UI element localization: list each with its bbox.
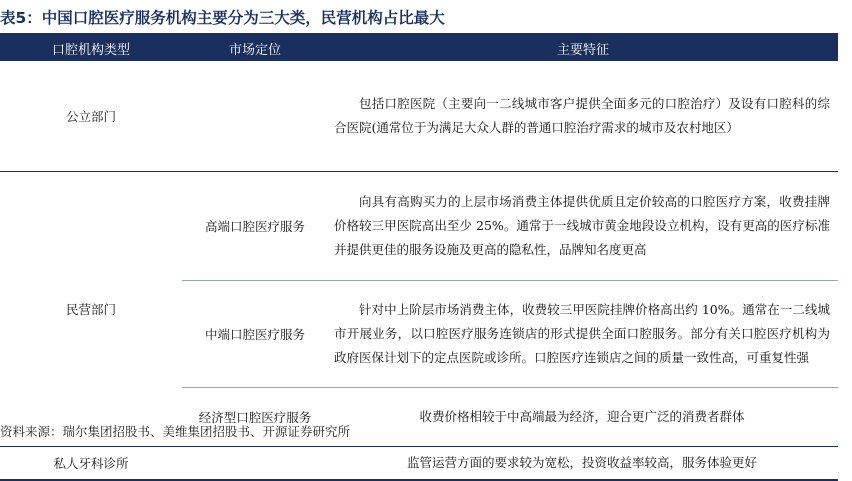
category-public: 公立部门	[0, 61, 182, 172]
dental-institutions-table	[0, 35, 838, 481]
table-row-high-end	[0, 172, 838, 281]
header-features: 主要特征	[328, 35, 838, 61]
header-type: 口腔机构类型	[0, 35, 182, 61]
table-row-clinic	[0, 447, 838, 481]
position-public	[182, 61, 328, 172]
position-clinic	[182, 447, 328, 481]
description-economy: 收费价格相较于中高端最为经济，迎合更广泛的消费者群体	[328, 388, 838, 447]
header-row	[0, 35, 838, 61]
description-public: 包括口腔医院（主要向一二线城市客户提供全面多元的口腔治疗）及设有口腔科的综合医院(通常位于为满足大众人群的普通口腔治疗需求的城市及农村地区）	[328, 61, 838, 172]
table-row-public	[0, 61, 838, 172]
description-high-end: 向具有高购买力的上层市场消费主体提供优质且定价较高的口腔医疗方案，收费挂牌价格较三甲医院高出至少 25%。通常于一线城市黄金地段设立机构，设有更高的医疗标准并提供更佳的服务设施及更高的隐私性，品牌知名度更高	[328, 172, 838, 281]
category-private: 民营部门	[0, 172, 182, 447]
position-mid-end: 中端口腔医疗服务	[182, 281, 328, 388]
position-high-end: 高端口腔医疗服务	[182, 172, 328, 281]
source-note: 资料来源：瑞尔集团招股书、美维集团招股书、开源证券研究所	[0, 424, 351, 439]
category-clinic: 私人牙科诊所	[0, 447, 182, 481]
description-mid-end: 针对中上阶层市场消费主体，收费较三甲医院挂牌价格高出约 10%。通常在一二线城市开展业务，以口腔医疗服务连锁店的形式提供全面口腔服务。部分有关口腔医疗机构为政府医保计划下的定点医院或诊所。口腔医疗连锁店之间的质量一致性高，可重复性强	[328, 281, 838, 388]
header-position: 市场定位	[182, 35, 328, 61]
table-title: 表5：中国口腔医疗服务机构主要分为三大类，民营机构占比最大	[0, 9, 445, 27]
position-economy: 经济型口腔医疗服务	[182, 388, 328, 447]
description-clinic: 监管运营方面的要求较为宽松，投资收益率较高，服务体验更好	[328, 447, 838, 481]
